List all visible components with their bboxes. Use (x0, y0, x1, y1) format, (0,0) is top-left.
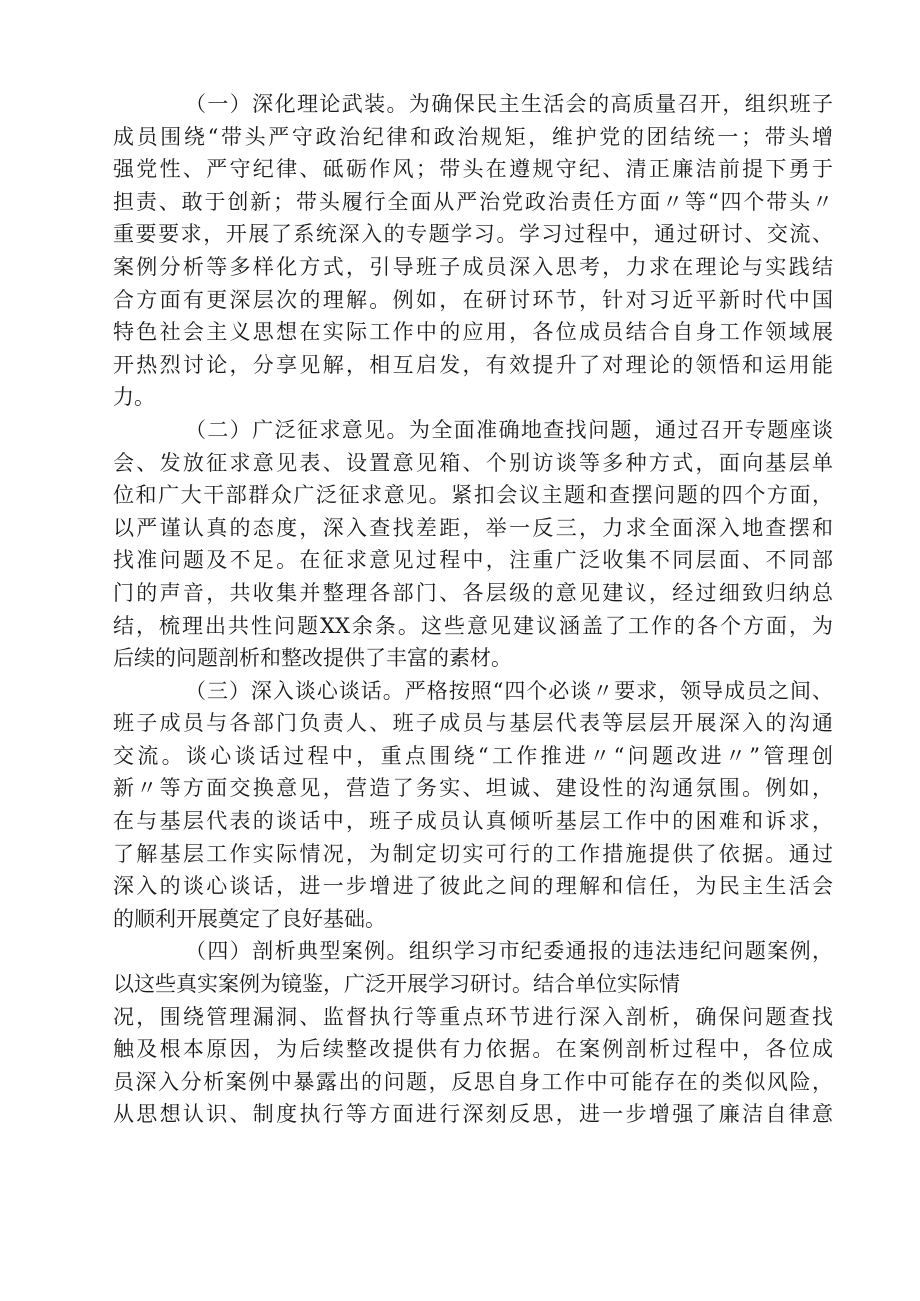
paragraph-first-line: （四）剖析典型案例。组织学习市纪委通报的违法违纪问题案例， (185, 939, 833, 964)
text-line: 位和广大干部群众广泛征求意见。紧扣会议主题和查摆问题的四个方面， (113, 483, 833, 508)
paragraph-first-line: （一）深化理论武装。为确保民主生活会的高质量召开，组织班子 (185, 92, 833, 116)
text-line: 案例分析等多样化方式，引导班子成员深入思考，力求在理论与实践结 (113, 254, 833, 279)
text-line: 了解基层工作实际情况，为制定切实可行的工作措施提供了依据。通过 (113, 841, 833, 866)
text-line: 合方面有更深层次的理解。例如，在研讨环节，针对习近平新时代中国 (113, 287, 833, 312)
text-line: 新〃等方面交换意见，营造了务实、坦诚、建设性的沟通氛围。例如， (113, 776, 833, 801)
text-line: 开热烈讨论，分享见解，相互启发，有效提升了对理论的领悟和运用能 (113, 352, 833, 377)
paragraph-first-line: （二）广泛征求意见。为全面准确地查找问题，通过召开专题座谈 (185, 417, 833, 442)
text-line: 结，梳理出共性问题XX余条。这些意见建议涵盖了工作的各个方面，为 (113, 613, 833, 638)
text-line: 力。 (113, 385, 155, 410)
text-line: 以严谨认真的态度，深入查找差距，举一反三，力求全面深入地查摆和 (113, 515, 833, 540)
text-line: 班子成员与各部门负责人、班子成员与基层代表等层层开展深入的沟通 (113, 711, 833, 736)
text-line: 从思想认识、制度执行等方面进行深刻反思，进一步增强了廉洁自律意 (113, 1102, 833, 1127)
text-line: 重要要求，开展了系统深入的专题学习。学习过程中，通过研讨、交流、 (113, 222, 833, 247)
text-line: 况，围绕管理漏洞、监督执行等重点环节进行深入剖析，确保问题查找 (113, 1004, 833, 1029)
text-line: 担责、敢于创新；带头履行全面从严治党政治责任方面〃等“四个带头〃 (113, 189, 833, 214)
text-line: 深入的谈心谈话，进一步增进了彼此之间的理解和信任，为民主生活会 (113, 874, 833, 899)
text-line: 员深入分析案例中暴露出的问题，反思自身工作中可能存在的类似风险， (113, 1069, 833, 1094)
text-line: 强党性、严守纪律、砥砺作风；带头在遵规守纪、清正廉洁前提下勇于 (113, 157, 833, 182)
text-line: 触及根本原因，为后续整改提供有力依据。在案例剖析过程中，各位成 (113, 1037, 833, 1062)
text-line: 的顺利开展奠定了良好基础。 (113, 906, 386, 931)
text-line: 后续的问题剖析和整改提供了丰富的素材。 (113, 646, 512, 671)
paragraph-first-line: （三）深入谈心谈话。严格按照“四个必谈〃要求，领导成员之间、 (185, 678, 833, 703)
text-line: 交流。谈心谈话过程中，重点围绕“工作推进〃“问题改进〃”管理创 (113, 743, 833, 768)
text-line: 门的声音，共收集并整理各部门、各层级的意见建议，经过细致归纳总 (113, 580, 833, 605)
text-line: 特色社会主义思想在实际工作中的应用，各位成员结合自身工作领域展 (113, 320, 833, 345)
text-line: 在与基层代表的谈话中，班子成员认真倾听基层工作中的困难和诉求， (113, 809, 833, 834)
text-line: 会、发放征求意见表、设置意见箱、个别访谈等多种方式，面向基层单 (113, 450, 833, 475)
text-line: 成员围绕“带头严守政治纪律和政治规矩，维护党的团结统一；带头增 (113, 124, 833, 149)
document-body (113, 88, 833, 1131)
text-line: 以这些真实案例为镜鉴，广泛开展学习研讨。结合单位实际情 (113, 972, 680, 997)
text-line: 找准问题及不足。在征求意见过程中，注重广泛收集不同层面、不同部 (113, 548, 833, 573)
